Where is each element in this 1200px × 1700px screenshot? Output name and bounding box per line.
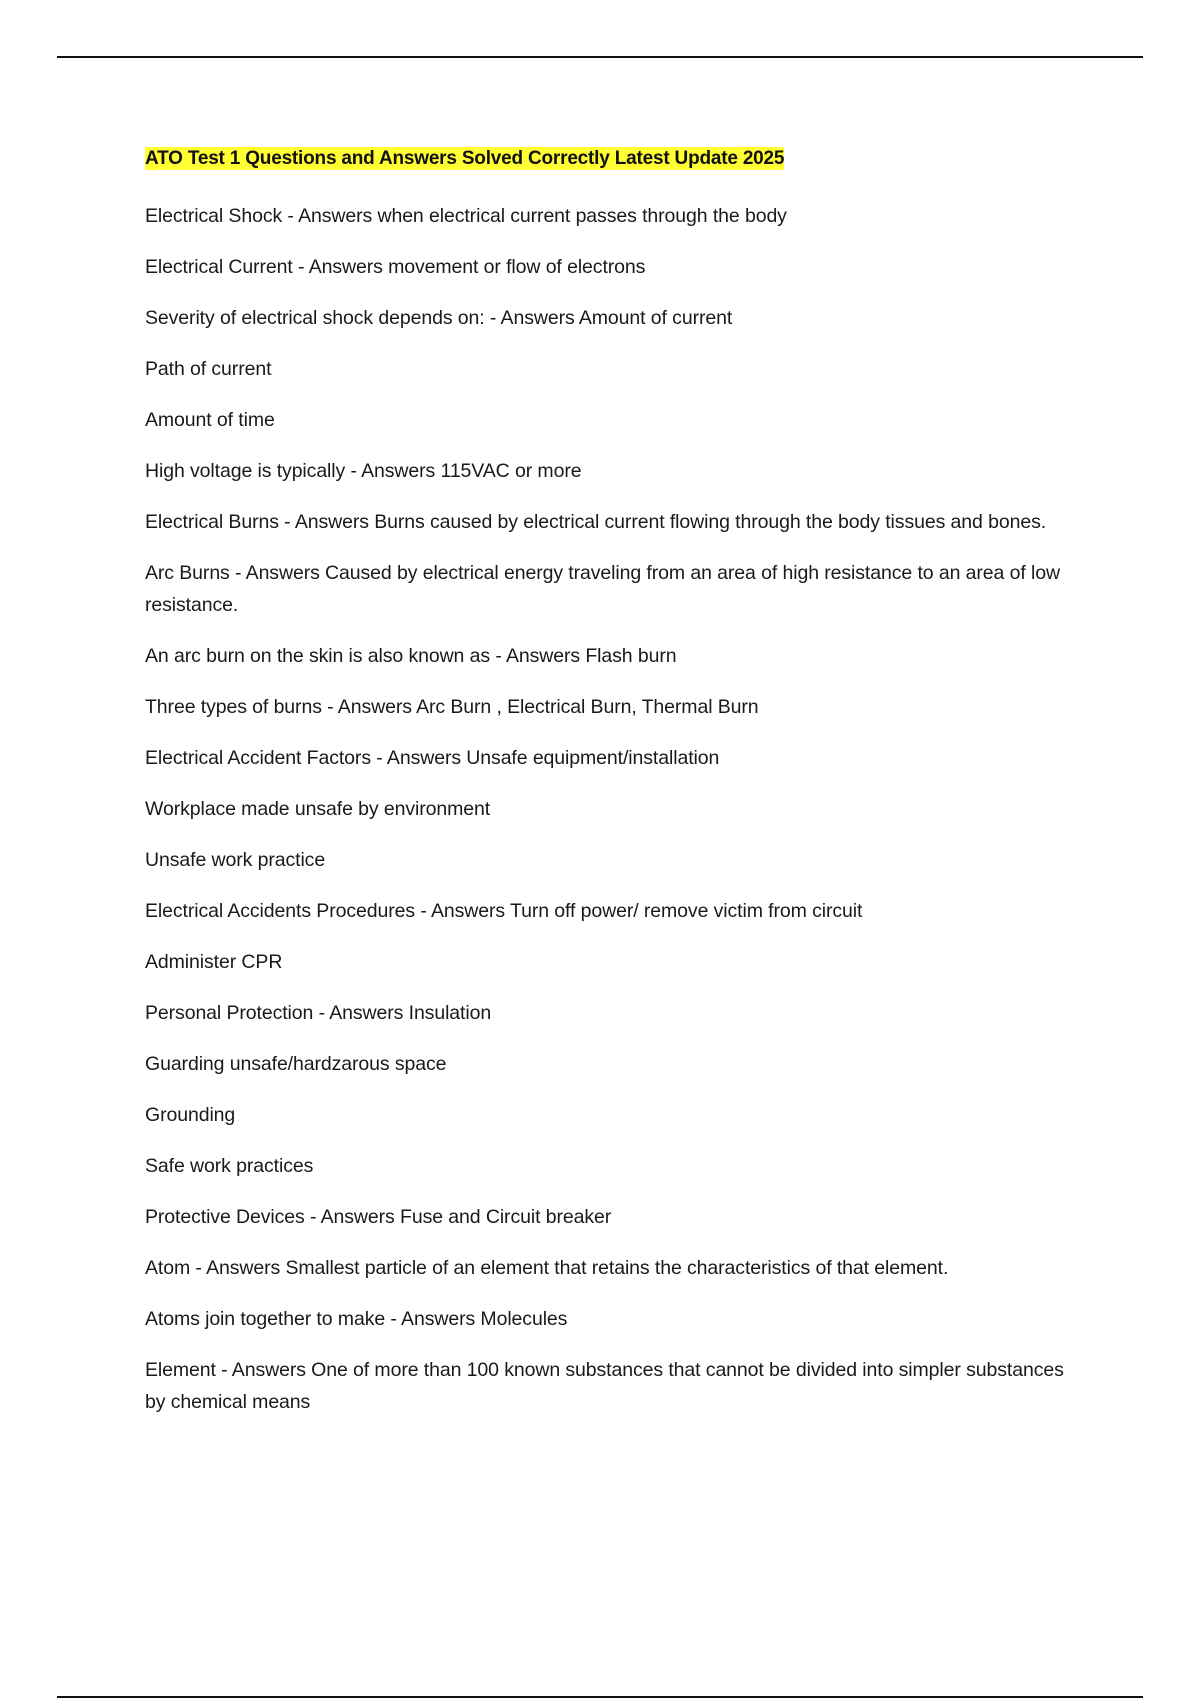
qa-entry: Grounding	[145, 1104, 236, 1126]
qa-entry: High voltage is typically - Answers 115VAC or more	[145, 460, 582, 482]
document-title: ATO Test 1 Questions and Answers Solved Correctly Latest Update 2025	[145, 148, 785, 169]
qa-entry: Electrical Burns - Answers Burns caused by electrical current flowing through the body tissues and bones.	[145, 511, 1047, 533]
document-title-line	[145, 145, 1075, 174]
qa-entry: Atom - Answers Smallest particle of an element that retains the characteristics of that element.	[145, 1257, 949, 1279]
qa-entry: Element - Answers One of more than 100 known substances that cannot be divided into simpler substances by chemical means	[145, 1359, 1064, 1413]
header-rule	[57, 56, 1143, 58]
qa-entry: Unsafe work practice	[145, 849, 326, 871]
qa-entry: An arc burn on the skin is also known as - Answers Flash burn	[145, 645, 677, 667]
qa-entry: Three types of burns - Answers Arc Burn , Electrical Burn, Thermal Burn	[145, 696, 759, 718]
document-body	[145, 145, 1075, 1437]
qa-entry: Personal Protection - Answers Insulation	[145, 1002, 492, 1024]
qa-entry: Severity of electrical shock depends on: - Answers Amount of current	[145, 307, 733, 329]
qa-entry: Electrical Current - Answers movement or flow of electrons	[145, 256, 646, 278]
qa-entry: Administer CPR	[145, 951, 283, 973]
qa-entry: Atoms join together to make - Answers Molecules	[145, 1308, 568, 1330]
qa-entry: Workplace made unsafe by environment	[145, 798, 491, 820]
qa-entry: Electrical Accident Factors - Answers Unsafe equipment/installation	[145, 747, 720, 769]
footer-rule	[57, 1696, 1143, 1698]
qa-entry: Safe work practices	[145, 1155, 314, 1177]
qa-entry: Guarding unsafe/hardzarous space	[145, 1053, 447, 1075]
qa-entry: Amount of time	[145, 409, 275, 431]
qa-entry: Electrical Accidents Procedures - Answers Turn off power/ remove victim from circuit	[145, 900, 863, 922]
qa-entry: Arc Burns - Answers Caused by electrical energy traveling from an area of high resistance to an area of low resistance.	[145, 562, 1060, 616]
qa-entry: Electrical Shock - Answers when electrical current passes through the body	[145, 205, 787, 227]
qa-list	[145, 200, 1075, 1418]
qa-entry: Protective Devices - Answers Fuse and Circuit breaker	[145, 1206, 612, 1228]
qa-entry: Path of current	[145, 358, 272, 380]
